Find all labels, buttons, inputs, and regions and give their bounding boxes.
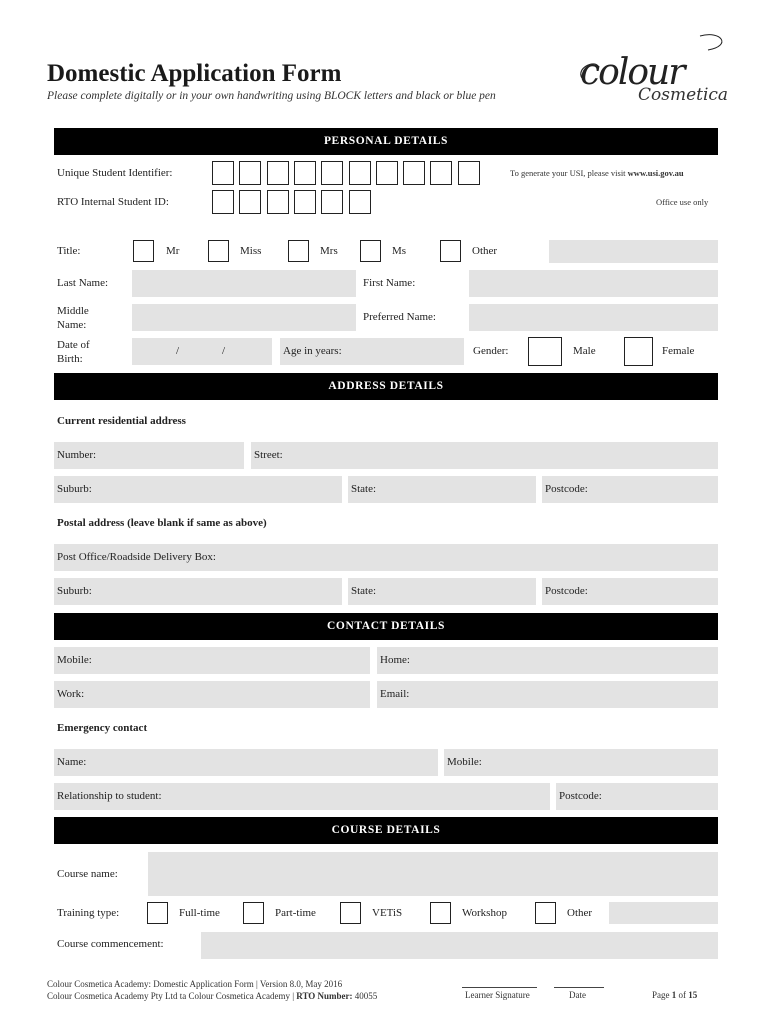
usi-label: Unique Student Identifier: (57, 167, 173, 179)
title-other-label: Other (472, 245, 498, 257)
page-title: Domestic Application Form (47, 60, 342, 87)
usi-digit-box[interactable] (458, 161, 480, 185)
usi-digit-box[interactable] (403, 161, 425, 185)
svg-text:Cosmetica: Cosmetica (638, 85, 729, 105)
address-suburb-label: Suburb: (57, 483, 92, 495)
dob-label-line2: Birth: (57, 353, 83, 365)
gender-label: Gender: (473, 345, 509, 357)
training-parttime-label: Part-time (275, 907, 316, 919)
postal-suburb-label: Suburb: (57, 585, 92, 597)
address-number-label: Number: (57, 449, 97, 461)
title-miss-label: Miss (240, 245, 262, 257)
section-header-contact: CONTACT DETAILS (54, 613, 718, 640)
signature-line (462, 987, 537, 988)
po-box-label: Post Office/Roadside Delivery Box: (57, 551, 216, 563)
gender-male-checkbox[interactable] (528, 337, 562, 366)
po-box-input[interactable] (54, 544, 718, 571)
email-input[interactable] (377, 681, 718, 708)
footer-line1: Colour Cosmetica Academy: Domestic Application Form | Version 8.0, May 2016 (47, 979, 343, 989)
section-header-course: COURSE DETAILS (54, 817, 718, 844)
footer-rto-number: 40055 (352, 991, 378, 1001)
title-mrs-label: Mrs (320, 245, 338, 257)
course-name-label: Course name: (57, 868, 118, 880)
emergency-name-label: Name: (57, 756, 87, 768)
usi-digit-box[interactable] (376, 161, 398, 185)
footer-line2 (47, 991, 377, 1001)
postal-suburb-input[interactable] (54, 578, 342, 605)
page-number: 1 (671, 990, 677, 1000)
title-other-input[interactable] (549, 240, 718, 263)
dob-separator: / (176, 345, 180, 357)
usi-digit-box[interactable] (212, 161, 234, 185)
footer-company: Colour Cosmetica Academy Pty Ltd ta Colour Cosmetica Academy | (47, 991, 297, 1001)
home-phone-label: Home: (380, 654, 410, 666)
training-other-input[interactable] (609, 902, 718, 924)
page-total: 15 (688, 990, 698, 1000)
age-label: Age in years: (283, 345, 342, 357)
training-vetis-checkbox[interactable] (340, 902, 361, 924)
usi-note (510, 168, 684, 178)
page-prefix: Page (652, 990, 672, 1000)
last-name-label: Last Name: (57, 277, 109, 289)
rto-id-digit-box[interactable] (212, 190, 234, 214)
title-ms-checkbox[interactable] (360, 240, 381, 262)
postal-postcode-label: Postcode: (545, 585, 588, 597)
postal-state-input[interactable] (348, 578, 536, 605)
emergency-relationship-input[interactable] (54, 783, 550, 810)
work-phone-input[interactable] (54, 681, 370, 708)
svg-text:colour: colour (580, 52, 684, 93)
age-input[interactable] (280, 338, 464, 365)
dob-label (57, 338, 90, 366)
gender-female-checkbox[interactable] (624, 337, 653, 366)
training-fulltime-checkbox[interactable] (147, 902, 168, 924)
emergency-name-input[interactable] (54, 749, 438, 776)
course-commencement-input[interactable] (201, 932, 718, 959)
training-other-checkbox[interactable] (535, 902, 556, 924)
address-street-input[interactable] (251, 442, 718, 469)
address-postcode-label: Postcode: (545, 483, 588, 495)
first-name-input[interactable] (469, 270, 718, 297)
course-commencement-label: Course commencement: (57, 938, 164, 950)
usi-digit-box[interactable] (430, 161, 452, 185)
training-parttime-checkbox[interactable] (243, 902, 264, 924)
page-indicator (652, 990, 697, 1000)
section-header-personal: PERSONAL DETAILS (54, 128, 718, 155)
emergency-mobile-input[interactable] (444, 749, 718, 776)
footer-rto-label: RTO Number: (296, 991, 353, 1001)
date-line (554, 987, 604, 988)
title-mr-label: Mr (166, 245, 180, 257)
rto-id-digit-box[interactable] (267, 190, 289, 214)
training-workshop-label: Workshop (462, 907, 507, 919)
last-name-input[interactable] (132, 270, 356, 297)
preferred-name-label: Preferred Name: (363, 311, 436, 323)
usi-digit-box[interactable] (349, 161, 371, 185)
title-mrs-checkbox[interactable] (288, 240, 309, 262)
postal-state-label: State: (351, 585, 377, 597)
page-subtitle: Please complete digitally or in your own handwriting using BLOCK letters and black or blue pen (47, 90, 496, 102)
training-type-label: Training type: (57, 907, 120, 919)
gender-female-label: Female (662, 345, 695, 357)
emergency-mobile-label: Mobile: (447, 756, 482, 768)
first-name-label: First Name: (363, 277, 416, 289)
email-label: Email: (380, 688, 410, 700)
middle-name-label (57, 304, 89, 332)
address-state-label: State: (351, 483, 377, 495)
gender-male-label: Male (573, 345, 596, 357)
usi-digit-box[interactable] (239, 161, 261, 185)
training-vetis-label: VETiS (372, 907, 403, 919)
middle-name-label-line2: Name: (57, 319, 87, 331)
address-postcode-input[interactable] (542, 476, 718, 503)
title-mr-checkbox[interactable] (133, 240, 154, 262)
usi-link[interactable]: www.usi.gov.au (627, 168, 684, 178)
mobile-label: Mobile: (57, 654, 92, 666)
usi-digit-box[interactable] (321, 161, 343, 185)
dob-separator: / (222, 345, 226, 357)
training-other-label: Other (567, 907, 593, 919)
title-miss-checkbox[interactable] (208, 240, 229, 262)
rto-id-digit-box[interactable] (321, 190, 343, 214)
address-street-label: Street: (254, 449, 283, 461)
page-of: of (676, 990, 689, 1000)
usi-note-text: To generate your USI, please visit (510, 168, 628, 178)
emergency-relationship-label: Relationship to student: (57, 790, 162, 802)
home-phone-input[interactable] (377, 647, 718, 674)
usi-digit-box[interactable] (267, 161, 289, 185)
rto-id-label: RTO Internal Student ID: (57, 196, 169, 208)
training-fulltime-label: Full-time (179, 907, 220, 919)
title-label: Title: (57, 245, 81, 257)
postal-postcode-input[interactable] (542, 578, 718, 605)
course-name-input[interactable] (148, 852, 718, 896)
middle-name-input[interactable] (132, 304, 356, 331)
emergency-postcode-input[interactable] (556, 783, 718, 810)
rto-id-digit-box[interactable] (239, 190, 261, 214)
address-suburb-input[interactable] (54, 476, 342, 503)
dob-input[interactable] (132, 338, 272, 365)
title-ms-label: Ms (392, 245, 407, 257)
emergency-contact-heading: Emergency contact (57, 722, 148, 734)
mobile-input[interactable] (54, 647, 370, 674)
date-label: Date (569, 990, 586, 1000)
preferred-name-input[interactable] (469, 304, 718, 331)
address-number-input[interactable] (54, 442, 244, 469)
section-header-address: ADDRESS DETAILS (54, 373, 718, 400)
address-state-input[interactable] (348, 476, 536, 503)
middle-name-label-line1: Middle (57, 305, 89, 317)
training-workshop-checkbox[interactable] (430, 902, 451, 924)
emergency-postcode-label: Postcode: (559, 790, 602, 802)
rto-id-digit-box[interactable] (349, 190, 371, 214)
usi-digit-box[interactable] (294, 161, 316, 185)
rto-id-digit-box[interactable] (294, 190, 316, 214)
colour-cosmetica-logo (572, 28, 752, 108)
work-phone-label: Work: (57, 688, 85, 700)
dob-label-line1: Date of (57, 339, 90, 351)
office-use-note: Office use only (656, 197, 709, 207)
title-other-checkbox[interactable] (440, 240, 461, 262)
signature-label: Learner Signature (465, 990, 530, 1000)
current-address-heading: Current residential address (57, 415, 186, 427)
postal-address-heading: Postal address (leave blank if same as above) (57, 517, 267, 529)
